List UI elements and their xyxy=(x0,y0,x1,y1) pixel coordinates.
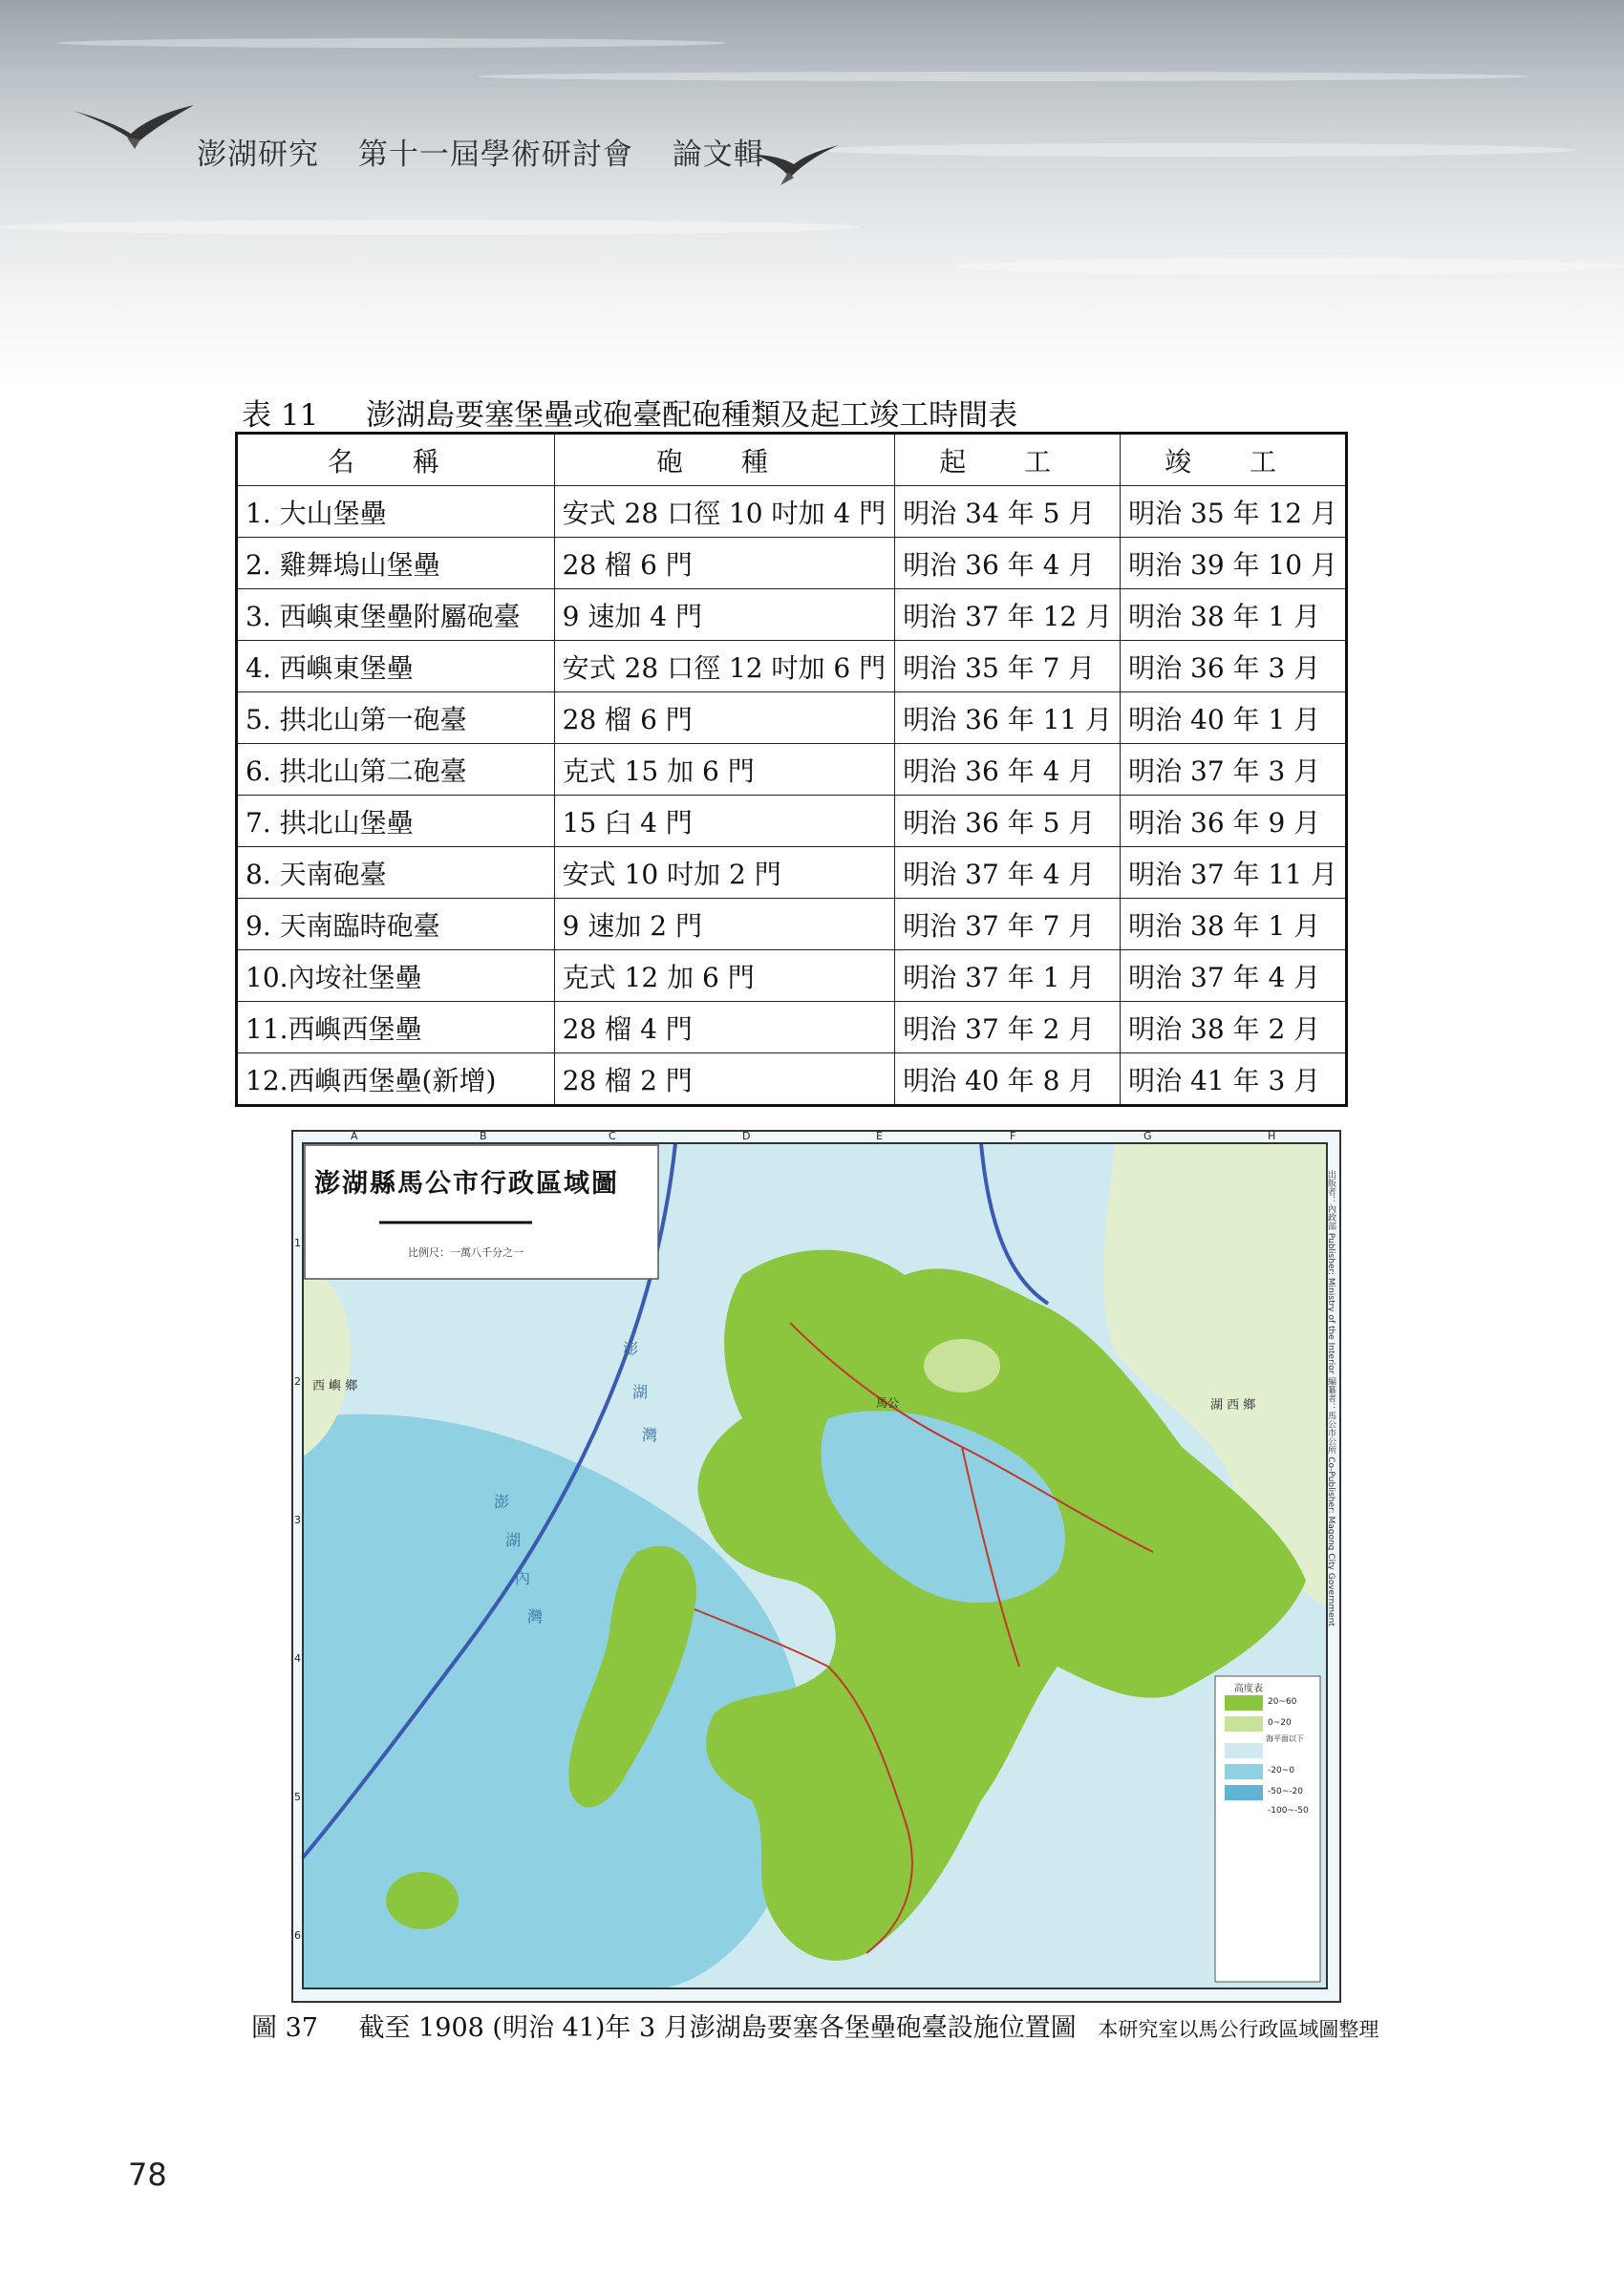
map-scale-note: 比例尺：一萬八千分之一 xyxy=(408,1246,524,1259)
cloud-streak xyxy=(57,38,726,48)
cell-complete: 明治 37 年 11 月 xyxy=(1121,847,1347,899)
cell-start: 明治 37 年 7 月 xyxy=(895,899,1121,950)
grid-row-label: 5 xyxy=(294,1791,301,1803)
cell-name: 10.內垵社堡壘 xyxy=(237,950,555,1002)
cell-complete: 明治 38 年 2 月 xyxy=(1121,1002,1347,1053)
small-island xyxy=(386,1872,459,1929)
map-publisher-note: 出版者：內政部 Publisher: Ministry of the Interior 編纂者：馬公市公所 Co-Publisher: Magong City Government xyxy=(1326,1170,1336,1626)
cell-name: 3. 西嶼東堡壘附屬砲臺 xyxy=(237,589,555,641)
label-inner-bay: 內 xyxy=(515,1569,531,1587)
map-figure xyxy=(291,1130,1341,2003)
legend-item: -100~-50 xyxy=(1268,1806,1309,1816)
cell-start: 明治 40 年 8 月 xyxy=(895,1053,1121,1106)
legend-item: 20~60 xyxy=(1268,1697,1297,1707)
legend-item: -20~0 xyxy=(1268,1766,1294,1775)
cell-gun-type: 克式 12 加 6 門 xyxy=(554,950,895,1002)
cell-name: 8. 天南砲臺 xyxy=(237,847,555,899)
cell-gun-type: 9 速加 2 門 xyxy=(554,899,895,950)
table-header-row xyxy=(237,434,1347,486)
page-number: 78 xyxy=(128,2157,167,2193)
cell-gun-type: 15 臼 4 門 xyxy=(554,796,895,847)
legend-swatch xyxy=(1225,1764,1263,1779)
cell-gun-type: 28 榴 4 門 xyxy=(554,1002,895,1053)
table-caption xyxy=(242,391,1017,434)
table-row xyxy=(237,641,1347,692)
label-inner-bay: 灣 xyxy=(527,1607,544,1626)
cell-complete: 明治 37 年 3 月 xyxy=(1121,744,1347,796)
cell-name: 1. 大山堡壘 xyxy=(237,486,555,538)
grid-row-label: 4 xyxy=(294,1652,301,1665)
table-row xyxy=(237,538,1347,589)
map-title: 澎湖縣馬公市行政區域圖 xyxy=(314,1169,619,1199)
cell-start: 明治 36 年 11 月 xyxy=(895,692,1121,744)
cloud-streak xyxy=(812,143,1576,157)
cell-start: 明治 36 年 4 月 xyxy=(895,538,1121,589)
label-huxi: 湖 西 鄉 xyxy=(1210,1398,1256,1413)
table-title: 澎湖島要塞堡壘或砲臺配砲種類及起工竣工時間表 xyxy=(366,398,1018,433)
cell-gun-type: 28 榴 6 門 xyxy=(554,692,895,744)
cell-gun-type: 28 榴 2 門 xyxy=(554,1053,895,1106)
grid-row-label: 1 xyxy=(294,1237,301,1249)
cell-complete: 明治 38 年 1 月 xyxy=(1121,899,1347,950)
legend-title: 高度表 xyxy=(1234,1684,1263,1694)
table-row xyxy=(237,1002,1347,1053)
cell-name: 6. 拱北山第二砲臺 xyxy=(237,744,555,796)
grid-column-label: F xyxy=(1010,1130,1016,1142)
table-row xyxy=(237,692,1347,744)
label-bay: 灣 xyxy=(642,1426,658,1444)
cloud-streak xyxy=(955,258,1624,275)
cloud-streak xyxy=(478,72,1528,81)
cell-start: 明治 36 年 4 月 xyxy=(895,744,1121,796)
table-row xyxy=(237,950,1347,1002)
cell-name: 4. 西嶼東堡壘 xyxy=(237,641,555,692)
cell-name: 11.西嶼西堡壘 xyxy=(237,1002,555,1053)
grid-column-label: G xyxy=(1143,1130,1152,1142)
figure-title: 截至 1908 (明治 41)年 3 月澎湖島要塞各堡壘砲臺設施位置圖 xyxy=(358,2013,1077,2043)
label-inner-bay: 湖 xyxy=(505,1531,522,1549)
table-row xyxy=(237,847,1347,899)
cell-start: 明治 35 年 7 月 xyxy=(895,641,1121,692)
grid-row-label: 6 xyxy=(294,1929,301,1942)
figure-caption xyxy=(251,2007,1378,2044)
cell-gun-type: 安式 28 口徑 10 吋加 4 門 xyxy=(554,486,895,538)
cell-gun-type: 安式 10 吋加 2 門 xyxy=(554,847,895,899)
cell-start: 明治 37 年 4 月 xyxy=(895,847,1121,899)
volume-name: 論文輯 xyxy=(672,138,764,172)
table-number: 表 11 xyxy=(242,398,319,433)
cell-complete: 明治 40 年 1 月 xyxy=(1121,692,1347,744)
cell-start: 明治 37 年 12 月 xyxy=(895,589,1121,641)
grid-column-label: B xyxy=(480,1130,487,1142)
legend-item: 海平面以下 xyxy=(1266,1734,1304,1743)
column-header-name: 名 稱 xyxy=(237,434,555,486)
cell-name: 2. 雞舞塢山堡壘 xyxy=(237,538,555,589)
cell-complete: 明治 39 年 10 月 xyxy=(1121,538,1347,589)
cell-complete: 明治 36 年 9 月 xyxy=(1121,796,1347,847)
label-inner-bay: 澎 xyxy=(494,1493,510,1511)
legend-swatch xyxy=(1225,1716,1263,1732)
label-xiyu: 西 嶼 鄉 xyxy=(312,1379,358,1393)
legend-swatch xyxy=(1225,1695,1263,1711)
seagull-icon xyxy=(72,99,196,157)
column-header-start: 起 工 xyxy=(895,434,1121,486)
cell-complete: 明治 37 年 4 月 xyxy=(1121,950,1347,1002)
table-row xyxy=(237,899,1347,950)
label-bay: 澎 xyxy=(623,1340,639,1358)
journal-name: 澎湖研究 xyxy=(197,138,319,172)
cell-complete: 明治 35 年 12 月 xyxy=(1121,486,1347,538)
table-row xyxy=(237,486,1347,538)
cell-start: 明治 37 年 2 月 xyxy=(895,1002,1121,1053)
cell-name: 5. 拱北山第一砲臺 xyxy=(237,692,555,744)
cell-name: 7. 拱北山堡壘 xyxy=(237,796,555,847)
table-row xyxy=(237,1053,1347,1106)
grid-row-label: 2 xyxy=(294,1375,301,1388)
cell-complete: 明治 38 年 1 月 xyxy=(1121,589,1347,641)
column-header-complete: 竣 工 xyxy=(1121,434,1347,486)
cell-start: 明治 34 年 5 月 xyxy=(895,486,1121,538)
legend-swatch xyxy=(1225,1785,1263,1800)
map-graphic xyxy=(293,1132,1339,2001)
cell-complete: 明治 36 年 3 月 xyxy=(1121,641,1347,692)
legend-item: 0~20 xyxy=(1268,1718,1292,1728)
cell-gun-type: 9 速加 4 門 xyxy=(554,589,895,641)
header-banner xyxy=(0,0,1624,392)
figure-source: 本研究室以馬公行政區域圖整理 xyxy=(1098,2018,1379,2041)
cell-gun-type: 安式 28 口徑 12 吋加 6 門 xyxy=(554,641,895,692)
small-island xyxy=(924,1339,1000,1392)
running-header xyxy=(197,130,793,173)
table-row xyxy=(237,796,1347,847)
cell-gun-type: 克式 15 加 6 門 xyxy=(554,744,895,796)
grid-column-label: A xyxy=(351,1130,358,1142)
grid-row-label: 3 xyxy=(294,1514,301,1526)
grid-column-label: D xyxy=(742,1130,751,1142)
legend-item: -50~-20 xyxy=(1268,1787,1303,1796)
cell-complete: 明治 41 年 3 月 xyxy=(1121,1053,1347,1106)
label-bay: 湖 xyxy=(632,1383,649,1401)
column-header-gun-type: 砲 種 xyxy=(554,434,895,486)
conference-name: 第十一屆學術研討會 xyxy=(357,138,633,172)
cell-start: 明治 37 年 1 月 xyxy=(895,950,1121,1002)
cloud-streak xyxy=(0,220,860,235)
grid-column-label: E xyxy=(876,1130,883,1142)
grid-column-label: C xyxy=(609,1130,616,1142)
cell-name: 12.西嶼西堡壘(新增) xyxy=(237,1053,555,1106)
cell-gun-type: 28 榴 6 門 xyxy=(554,538,895,589)
figure-number: 圖 37 xyxy=(251,2013,318,2043)
table-row xyxy=(237,744,1347,796)
legend-swatch xyxy=(1225,1743,1263,1758)
label-magong: 馬公 xyxy=(876,1396,900,1410)
fortification-table xyxy=(235,432,1348,1107)
cell-name: 9. 天南臨時砲臺 xyxy=(237,899,555,950)
grid-column-label: H xyxy=(1268,1130,1276,1142)
cell-start: 明治 36 年 5 月 xyxy=(895,796,1121,847)
table-row xyxy=(237,589,1347,641)
